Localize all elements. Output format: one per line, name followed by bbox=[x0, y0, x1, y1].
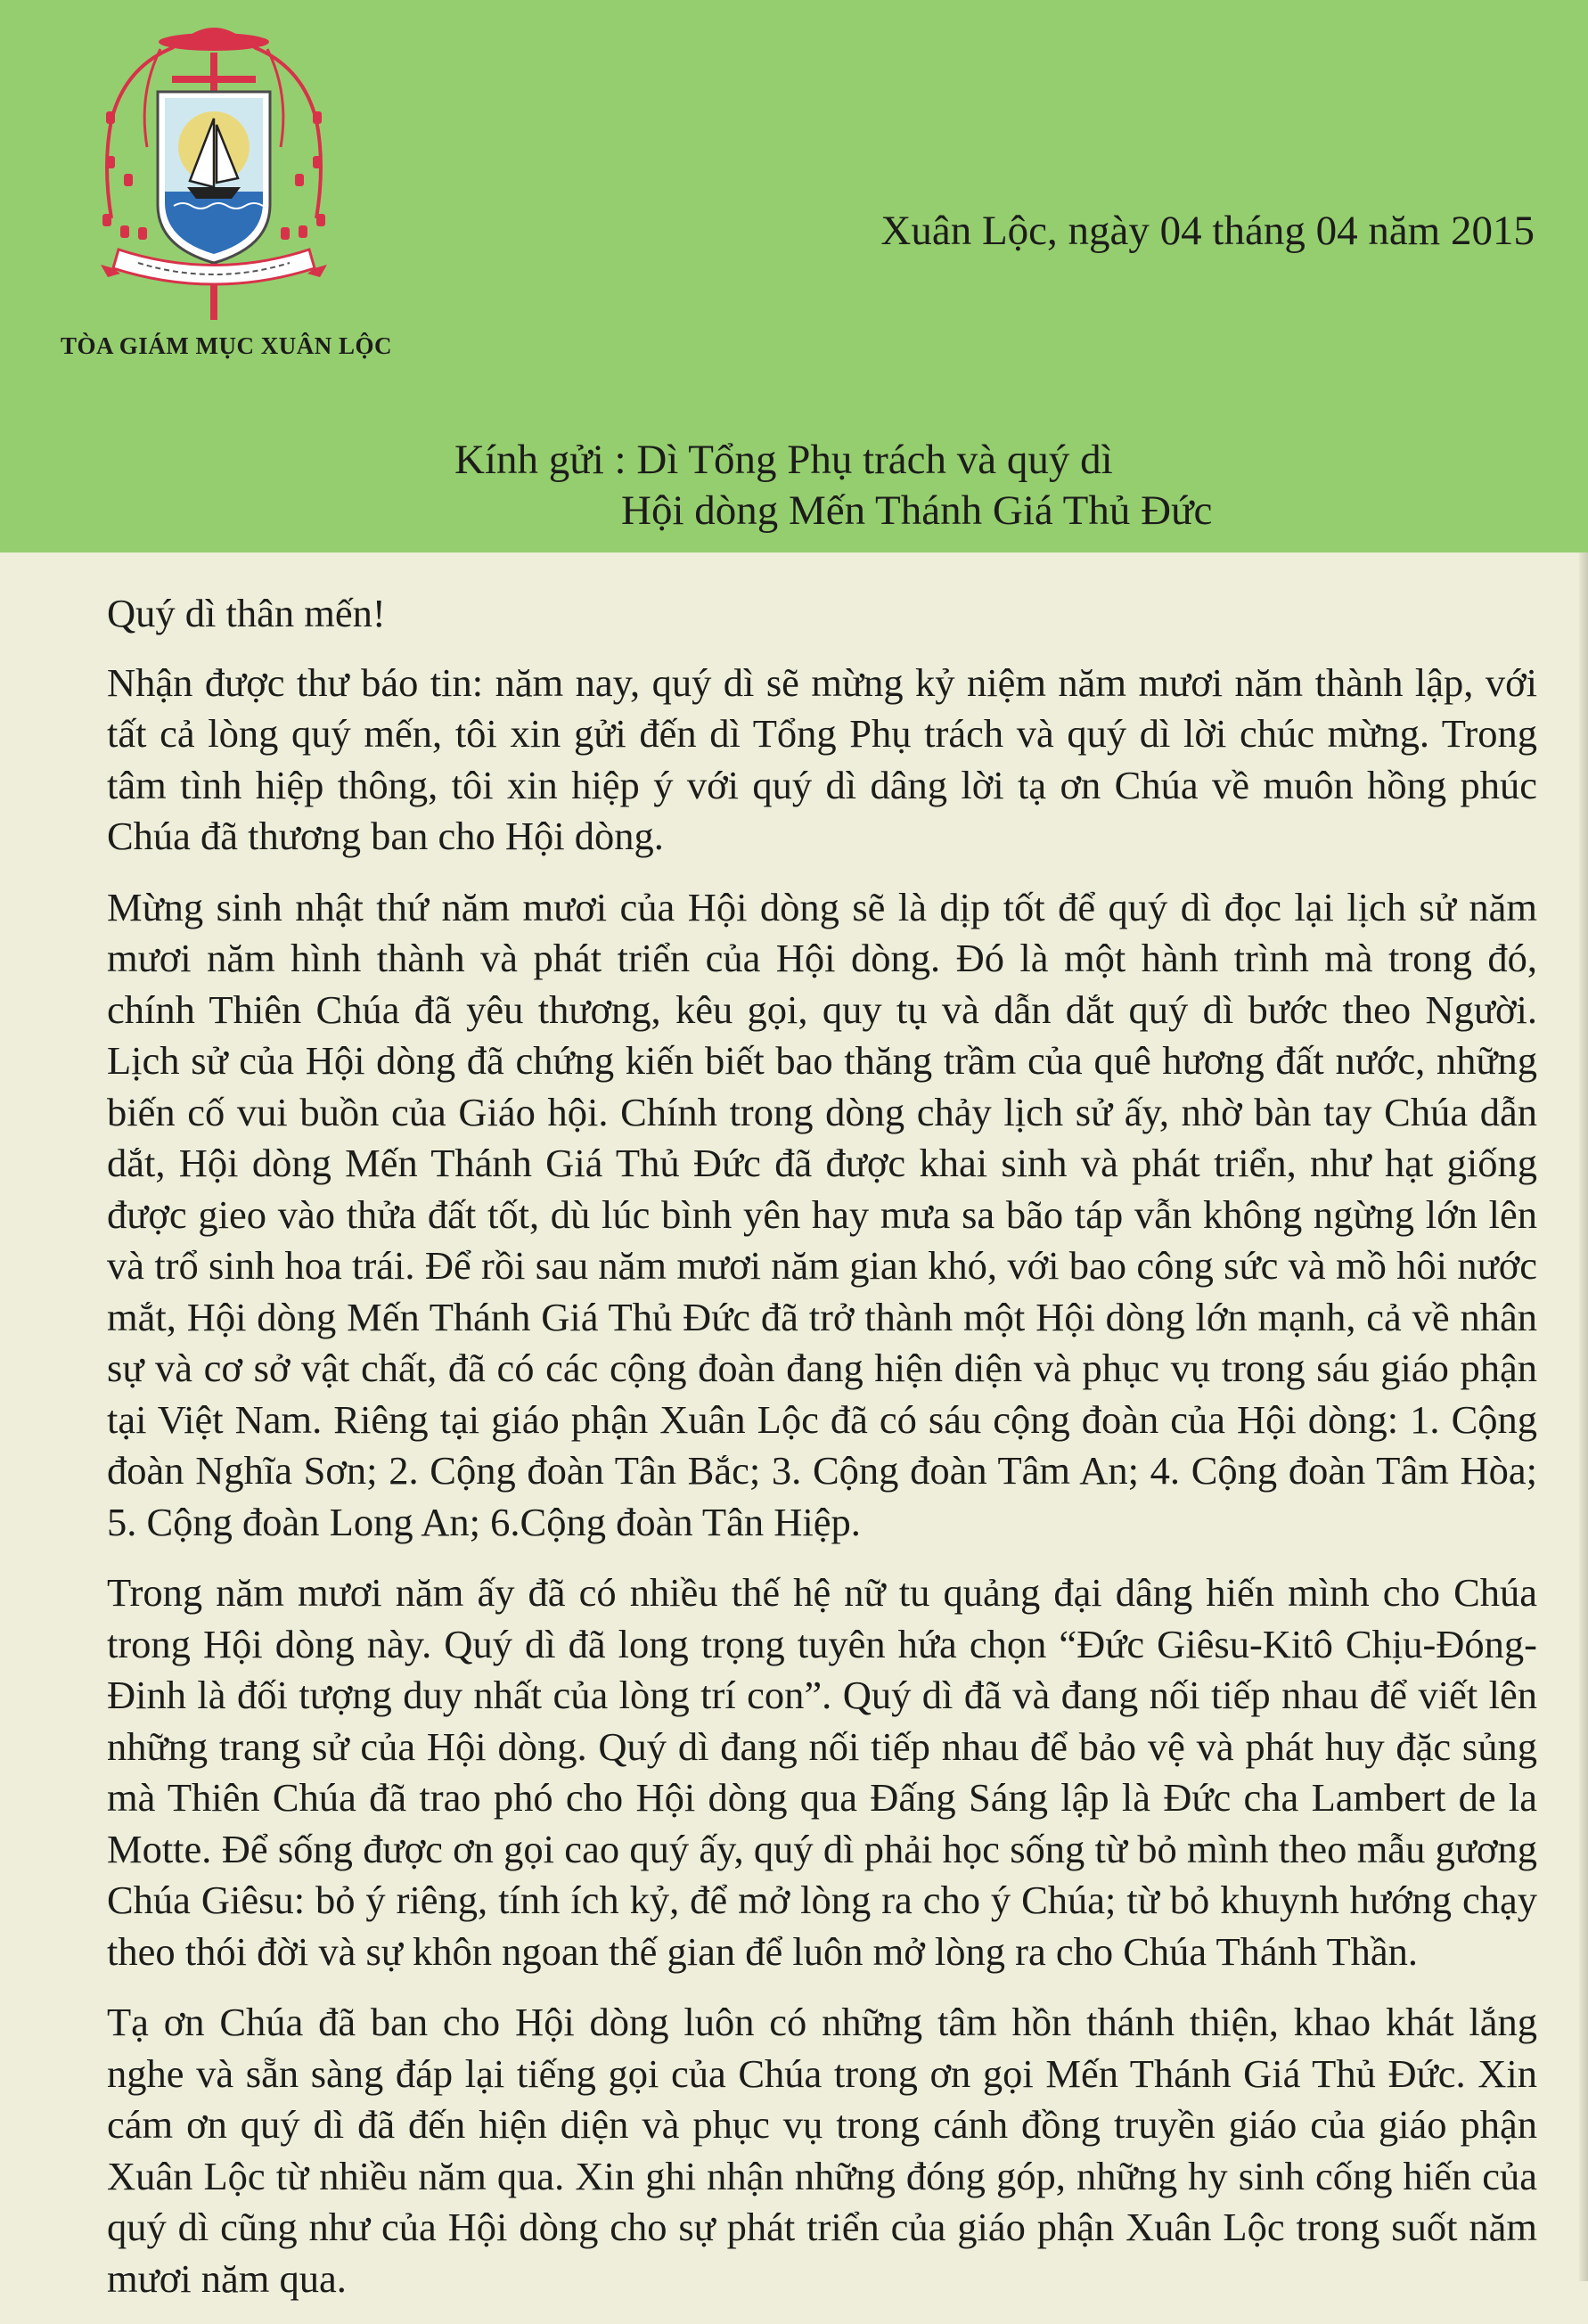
body-paragraph-1: Nhận được thư báo tin: năm nay, quý dì sẽ mừng kỷ niệm năm mươi năm thành lập, với tất cả lòng quý mến, tôi xin gửi đến dì Tổng Phụ trách và quý dì lời chúc mừng. Trong tâm tình hiệp thông, tôi xin hiệp ý với quý dì dâng lời tạ ơn Chúa về muôn hồng phúc Chúa đã thương ban cho Hội dòng. bbox=[107, 659, 1537, 858]
letter-date: Xuân Lộc, ngày 04 tháng 04 năm 2015 bbox=[880, 208, 1535, 254]
body-paragraph-4: Tạ ơn Chúa đã ban cho Hội dòng luôn có những tâm hồn thánh thiện, khao khát lắng nghe và sẵn sàng đáp lại tiếng gọi của Chúa trong ơn gọi Mến Thánh Giá Thủ Đức. Xin cám ơn quý dì đã đến hiện diện và phục vụ trong cánh đồng truyền giáo của giáo phận Xuân Lộc từ nhiều năm qua. Xin ghi nhận những đóng góp, những hy sinh cống hiến của quý dì cũng như của Hội dòng cho sự phát triển của giáo phận Xuân Lộc trong suốt năm mươi năm qua. bbox=[107, 2000, 1537, 2301]
coat-of-arms-icon bbox=[85, 13, 343, 325]
body-paragraph-3: Trong năm mươi năm ấy đã có nhiều thế hệ nữ tu quảng đại dâng hiến mình cho Chúa trong Hội dòng này. Quý dì đã long trọng tuyên hứa chọn “Đức Giêsu-Kitô Chịu-Đóng-Đinh là đối tượng duy nhất của lòng trí con”. Quý dì đã và đang nối tiếp nhau để viết lên những trang sử của Hội dòng. Quý dì đang nối tiếp nhau để bảo vệ và phát huy đặc sủng mà Thiên Chúa đã trao phó cho Hội dòng qua Đấng Sáng lập là Đức cha Lambert de la Motte. Để sống được ơn gọi cao quý ấy, quý dì phải học sống từ bỏ mình theo mẫu gương Chúa Giêsu: bỏ ý riêng, tính ích kỷ, để mở lòng ra cho ý Chúa; từ bỏ khuynh hướng chạy theo thói đời và sự khôn ngoan thế gian để luôn mở lòng ra cho Chúa Thánh Thần. bbox=[107, 1570, 1537, 1974]
diocese-office-label: TÒA GIÁM MỤC XUÂN LỘC bbox=[61, 332, 392, 359]
salutation: Quý dì thân mến! bbox=[107, 591, 386, 635]
letter-body bbox=[107, 588, 1537, 2324]
addressee-line-1: Kính gửi : Dì Tổng Phụ trách và quý dì bbox=[454, 437, 1113, 483]
addressee-line-2: Hội dòng Mến Thánh Giá Thủ Đức bbox=[621, 487, 1213, 534]
page-edge bbox=[1579, 552, 1588, 2281]
addressee-block bbox=[454, 435, 1212, 536]
body-paragraph-2: Mừng sinh nhật thứ năm mươi của Hội dòng sẽ là dịp tốt để quý dì đọc lại lịch sử năm mươi năm hình thành và phát triển của Hội dòng. Đó là một hành trình mà trong đó, chính Thiên Chúa đã yêu thương, kêu gọi, quy tụ và dẫn dắt quý dì bước theo Người. Lịch sử của Hội dòng đã chứng kiến biết bao thăng trầm của quê hương đất nước, những biến cố vui buồn của Giáo hội. Chính trong dòng chảy lịch sử ấy, nhờ bàn tay Chúa dẫn dắt, Hội dòng Mến Thánh Giá Thủ Đức đã được khai sinh và phát triển, như hạt giống được gieo vào thửa đất tốt, dù lúc bình yên hay mưa sa bão táp vẫn không ngừng lớn lên và trổ sinh hoa trái. Để rồi sau năm mươi năm gian khó, với bao công sức và mồ hôi nước mắt, Hội dòng Mến Thánh Giá Thủ Đức đã trở thành một Hội dòng lớn mạnh, cả về nhân sự và cơ sở vật chất, đã có các cộng đoàn đang hiện diện và phục vụ trong sáu giáo phận tại Việt Nam. Riêng tại giáo phận Xuân Lộc đã có sáu cộng đoàn của Hội dòng: 1. Cộng đoàn Nghĩa Sơn; 2. Cộng đoàn Tân Bắc; 3. Cộng đoàn Tâm An; 4. Cộng đoàn Tâm Hòa; 5. Cộng đoàn Long An; 6.Cộng đoàn Tân Hiệp. bbox=[107, 884, 1537, 1544]
